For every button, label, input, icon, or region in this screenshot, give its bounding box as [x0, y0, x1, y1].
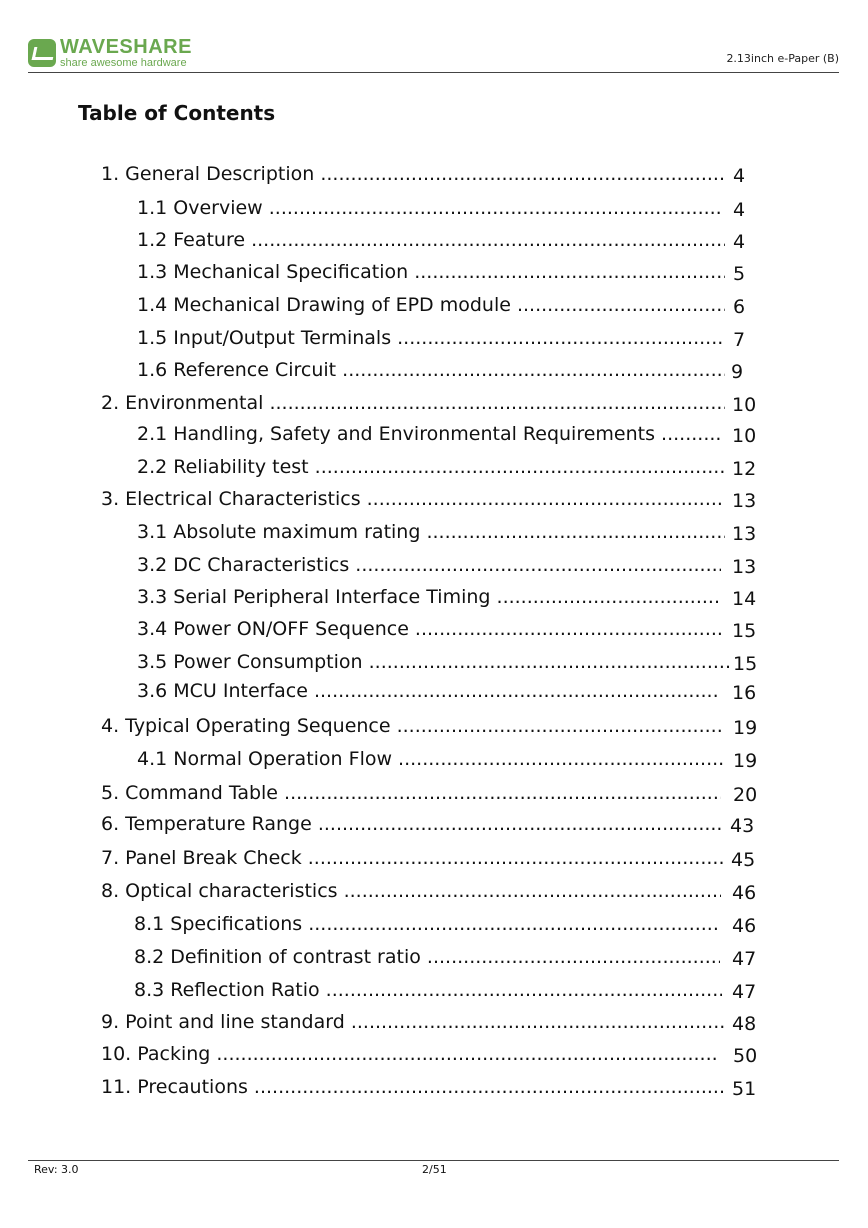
toc-entry-page: 16 — [732, 682, 757, 704]
toc-entry-page: 15 — [732, 620, 757, 642]
toc-entry-label: 5. Command Table ..... — [101, 780, 721, 806]
toc-entry-label: 2. Environmental ..... — [101, 390, 725, 416]
toc-entry-label: 3.2 DC Characteristics ..... — [137, 552, 721, 578]
page-footer — [28, 1160, 839, 1176]
toc-entry-label: 3.6 MCU Interface ..... — [137, 678, 717, 704]
toc-entry-label: 1. General Description ..... — [101, 161, 727, 187]
toc-entry-page: 9 — [731, 361, 744, 383]
toc-heading: Table of Contents — [78, 101, 276, 125]
toc-entry-label: 1.4 Mechanical Drawing of EPD module ..... — [137, 292, 725, 318]
toc-entry-page: 19 — [733, 717, 758, 739]
toc-entry-label: 4.1 Normal Operation Flow ..... — [137, 746, 725, 772]
revision-label: Rev: 3.0 — [34, 1163, 79, 1176]
page-number: 2/51 — [422, 1163, 447, 1176]
toc-entry-label: 3.1 Absolute maximum rating ..... — [137, 519, 725, 545]
toc-entry-page: 13 — [732, 523, 757, 545]
toc-entry-page: 7 — [733, 329, 746, 351]
toc-entry-page: 14 — [732, 588, 757, 610]
document-title: 2.13inch e-Paper (B) — [726, 52, 839, 65]
toc-entry-label: 4. Typical Operating Sequence ..... — [101, 713, 721, 739]
toc-entry-label: 9. Point and line standard ..... — [101, 1009, 725, 1035]
toc-entry-page: 43 — [730, 815, 755, 837]
toc-entry-page: 48 — [732, 1013, 757, 1035]
toc-entry-page: 15 — [733, 653, 758, 675]
toc-entry-page: 20 — [733, 784, 758, 806]
toc-entry-page: 4 — [733, 199, 746, 221]
toc-entry-page: 13 — [732, 490, 757, 512]
toc-entry-page: 10 — [732, 394, 757, 416]
toc-entry-page: 6 — [733, 296, 746, 318]
logo-tagline: share awesome hardware — [60, 57, 187, 69]
toc-entry-label: 7. Panel Break Check ..... — [101, 845, 723, 871]
toc-entry-label: 6. Temperature Range ..... — [101, 811, 721, 837]
toc-entry-page: 10 — [732, 425, 757, 447]
toc-entry-page: 5 — [733, 263, 746, 285]
toc-entry-label: 8. Optical characteristics ..... — [101, 878, 721, 904]
toc-entry-label: 10. Packing ..... — [101, 1041, 719, 1067]
toc-entry-label: 3.3 Serial Peripheral Interface Timing ..... — [137, 584, 721, 610]
toc-entry-label: 3. Electrical Characteristics ..... — [101, 486, 721, 512]
toc-entry-label: 2.2 Reliability test ..... — [137, 454, 725, 480]
toc-entry-label: 8.3 Reflection Ratio ..... — [134, 977, 722, 1003]
toc-entry-page: 47 — [732, 981, 757, 1003]
toc-entry-label: 3.5 Power Consumption ..... — [137, 649, 731, 675]
toc-entry-page: 19 — [733, 750, 758, 772]
toc-entry-label: 8.2 Definition of contrast ratio ..... — [134, 944, 720, 970]
logo-name: WAVESHARE — [60, 36, 192, 58]
toc-entry-page: 4 — [733, 165, 746, 187]
toc-entry-label: 1.6 Reference Circuit ..... — [137, 357, 725, 383]
toc-entry-label: 2.1 Handling, Safety and Environmental Requirements ..... — [137, 421, 723, 447]
toc-entry-page: 46 — [732, 882, 757, 904]
toc-entry-page: 4 — [733, 231, 746, 253]
toc-entry-label: 1.5 Input/Output Terminals ..... — [137, 325, 725, 351]
toc-entry-label: 8.1 Specifications ..... — [134, 911, 720, 937]
toc-entry-page: 47 — [732, 948, 757, 970]
toc-entry-label: 1.2 Feature ..... — [137, 227, 725, 253]
toc-entry-label: 11. Precautions ..... — [101, 1074, 725, 1100]
toc-entry-page: 12 — [732, 458, 757, 480]
toc-entry-page: 50 — [733, 1045, 758, 1067]
toc-entry-label: 1.3 Mechanical Specification ..... — [137, 259, 725, 285]
toc-entry-page: 45 — [731, 849, 756, 871]
toc-entry-label: 1.1 Overview ..... — [137, 195, 721, 221]
toc-entry-page: 51 — [732, 1078, 757, 1100]
toc-entry-page: 46 — [732, 915, 757, 937]
toc-entry-label: 3.4 Power ON/OFF Sequence ..... — [137, 616, 723, 642]
toc-entry-page: 13 — [732, 556, 757, 578]
